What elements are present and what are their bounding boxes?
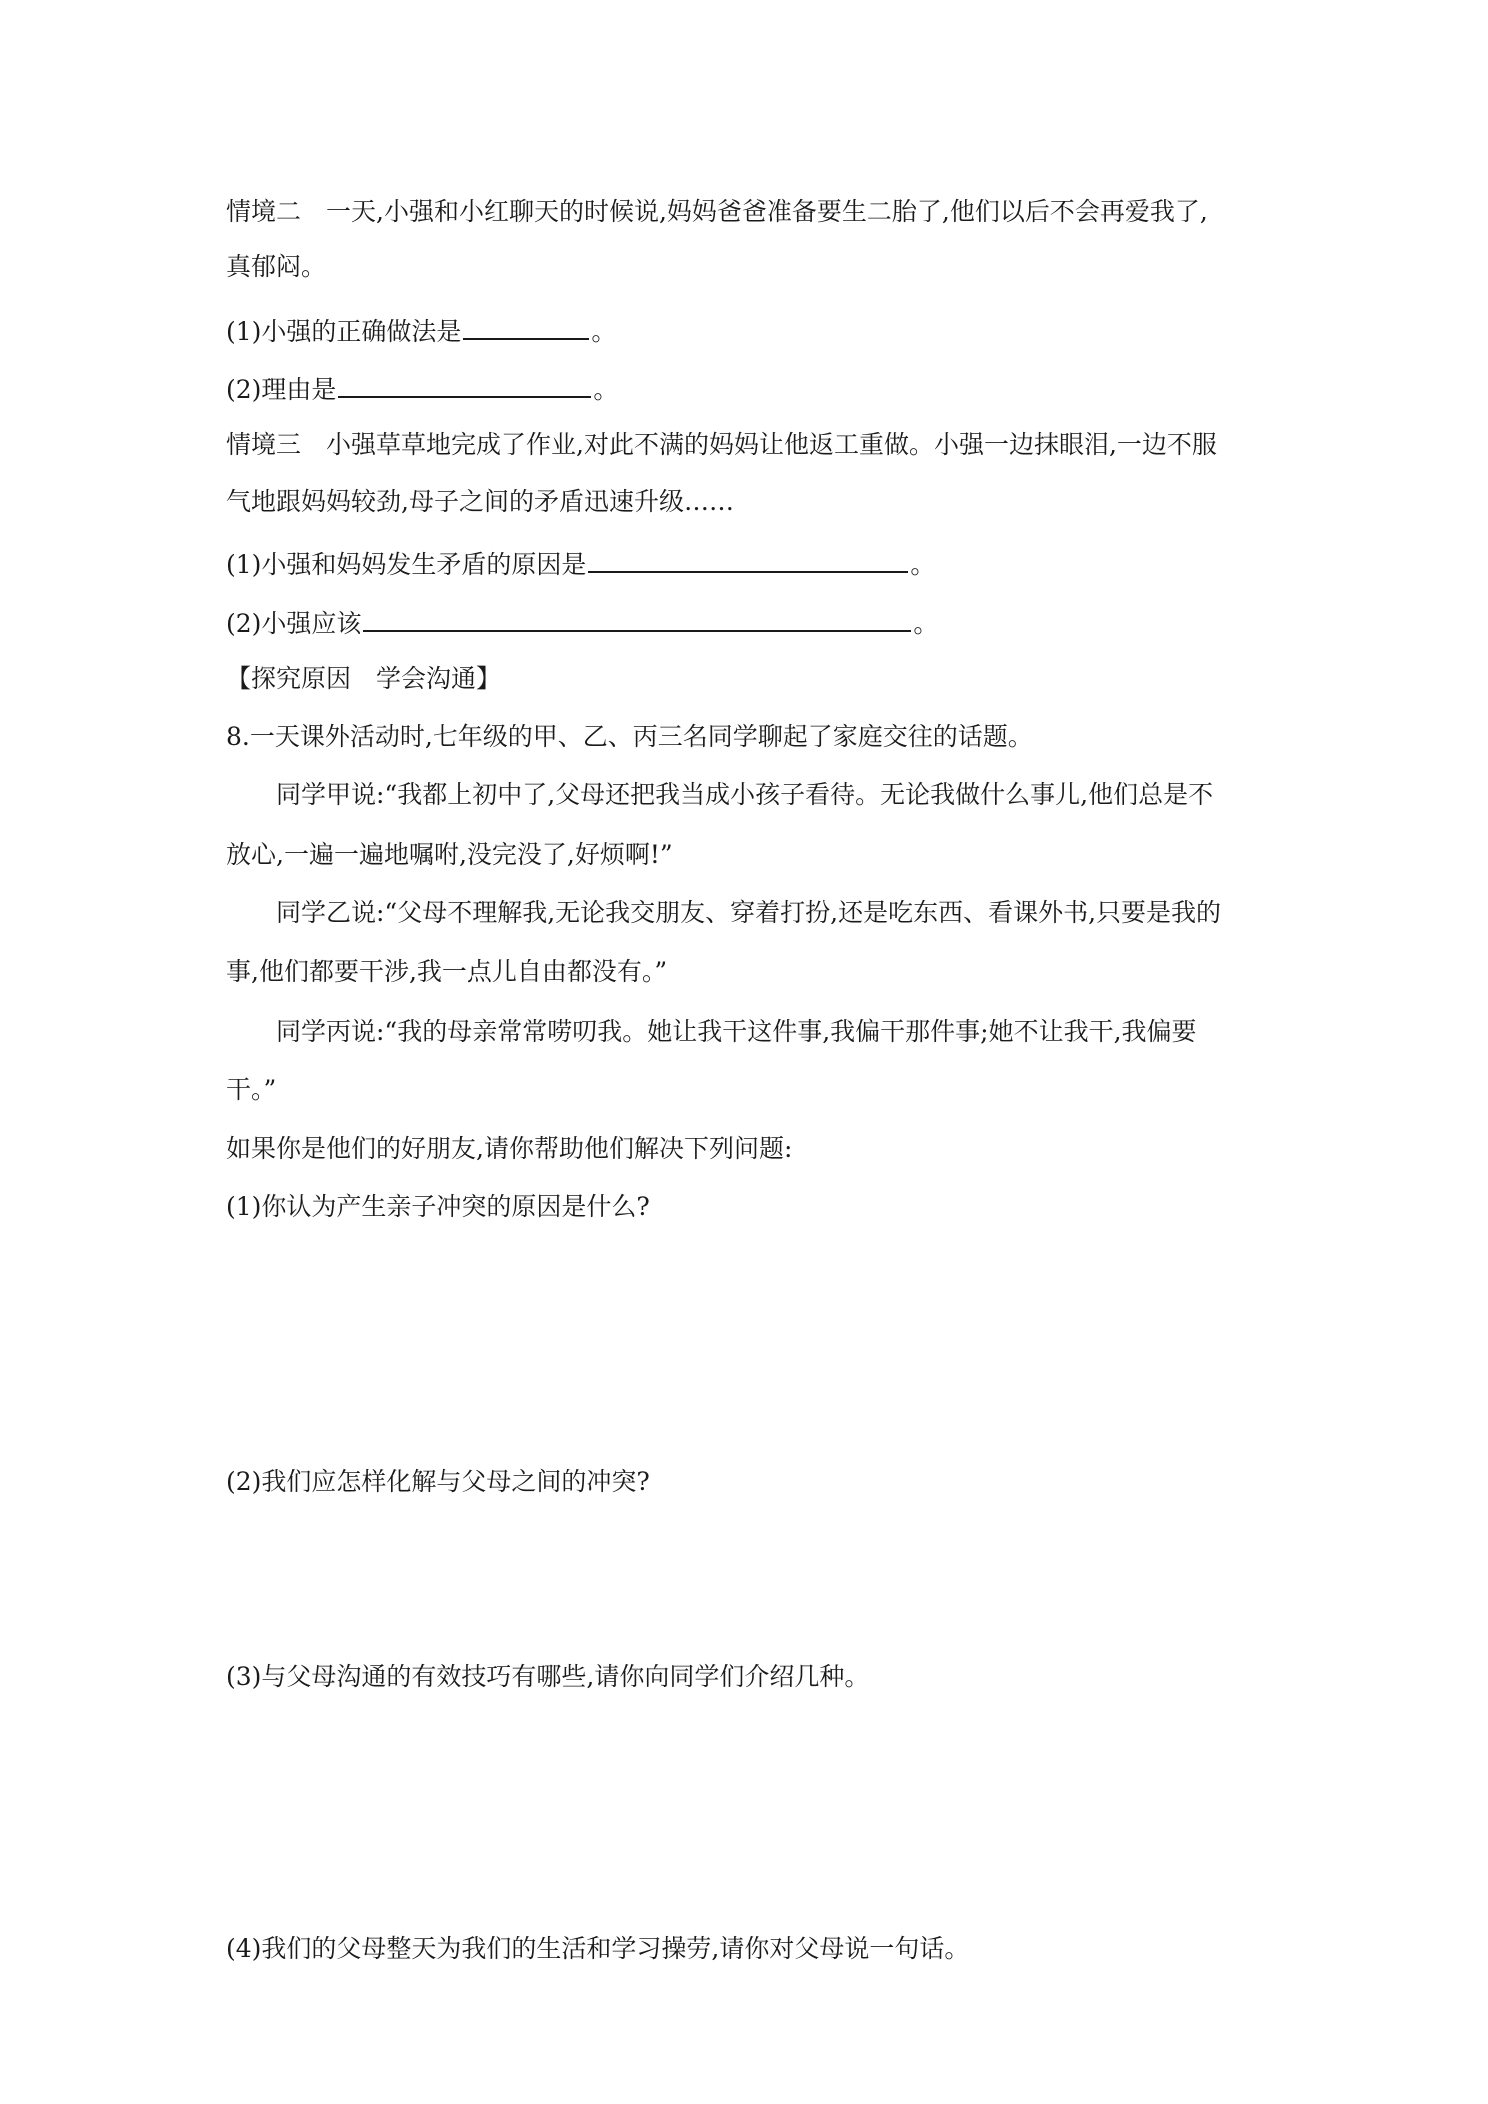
question-prefix: (2)小强应该 xyxy=(226,609,362,638)
sub-question-4: (4)我们的父母整天为我们的生活和学习操劳,请你对父母说一句话。 xyxy=(226,1934,970,1963)
student-a-line2: 放心,一遍一遍地嘱咐,没完没了,好烦啊!” xyxy=(226,840,673,869)
answer-blank[interactable] xyxy=(363,604,911,632)
scenario3-question1 xyxy=(226,545,935,582)
student-c-line2: 干。” xyxy=(226,1075,277,1104)
section-title: 【探究原因 学会沟通】 xyxy=(226,664,502,693)
scenario2-text-line2: 真郁闷。 xyxy=(226,252,327,281)
question-suffix: 。 xyxy=(913,609,939,638)
student-b-line1: 同学乙说:“父母不理解我,无论我交朋友、穿着打扮,还是吃东西、看课外书,只要是我的 xyxy=(276,898,1222,927)
student-c-line1: 同学丙说:“我的母亲常常唠叨我。她让我干这件事,我偏干那件事;她不让我干,我偏要 xyxy=(276,1017,1197,1046)
student-b-line2: 事,他们都要干涉,我一点儿自由都没有。” xyxy=(226,957,668,986)
answer-blank[interactable] xyxy=(463,312,589,340)
student-a-line1: 同学甲说:“我都上初中了,父母还把我当成小孩子看待。无论我做什么事儿,他们总是不 xyxy=(276,780,1214,809)
question-prefix: (1)小强的正确做法是 xyxy=(226,317,462,346)
scenario2-question1 xyxy=(226,312,616,349)
scenario3-question2 xyxy=(226,604,938,641)
scenario3-text-line1: 情境三 小强草草地完成了作业,对此不满的妈妈让他返工重做。小强一边抹眼泪,一边不服 xyxy=(226,430,1217,459)
question-suffix: 。 xyxy=(591,317,617,346)
question-prefix: (2)理由是 xyxy=(226,375,337,404)
question-suffix: 。 xyxy=(910,550,936,579)
question-suffix: 。 xyxy=(593,375,619,404)
answer-blank[interactable] xyxy=(338,370,591,398)
question-prefix: (1)小强和妈妈发生矛盾的原因是 xyxy=(226,550,587,579)
scenario2-question2 xyxy=(226,370,618,407)
question8-prompt: 如果你是他们的好朋友,请你帮助他们解决下列问题: xyxy=(226,1134,793,1163)
question8-intro: 8.一天课外活动时,七年级的甲、乙、丙三名同学聊起了家庭交往的话题。 xyxy=(226,722,1033,751)
sub-question-1: (1)你认为产生亲子冲突的原因是什么? xyxy=(226,1192,650,1221)
scenario2-text-line1: 情境二 一天,小强和小红聊天的时候说,妈妈爸爸准备要生二胎了,他们以后不会再爱我了, xyxy=(226,197,1208,226)
answer-blank[interactable] xyxy=(588,545,908,573)
sub-question-2: (2)我们应怎样化解与父母之间的冲突? xyxy=(226,1467,650,1496)
sub-question-3: (3)与父母沟通的有效技巧有哪些,请你向同学们介绍几种。 xyxy=(226,1662,870,1691)
scenario3-text-line2: 气地跟妈妈较劲,母子之间的矛盾迅速升级…… xyxy=(226,487,734,516)
